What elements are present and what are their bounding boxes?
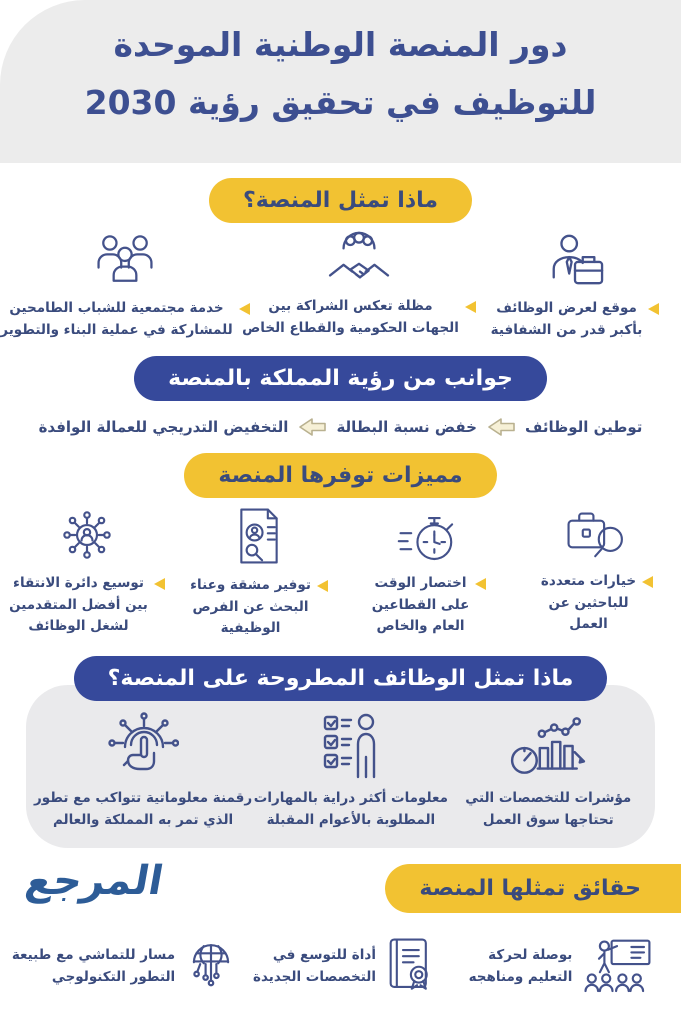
triangle-bullet-icon	[648, 303, 659, 315]
what-platform-row	[0, 231, 681, 342]
triangle-bullet-icon	[239, 303, 250, 315]
caption-line: اختصار الوقت	[374, 574, 467, 591]
caption-line: خيارات متعددة	[540, 572, 637, 589]
badge-what-platform: ماذا تمثل المنصة؟	[209, 178, 472, 223]
list-item	[242, 231, 476, 340]
caption	[254, 788, 448, 832]
vision-flow	[0, 417, 681, 437]
caption-line: خدمة مجتمعية للشباب الطامحين	[9, 300, 224, 316]
badge-vision-aspects: جوانب من رؤية المملكة بالمنصة	[134, 356, 547, 401]
caption	[9, 573, 165, 639]
page-title-line1: دور المنصة الوطنية الموحدة	[113, 25, 568, 64]
caption-line: للمشاركة في عملية البناء والتطوير	[0, 321, 233, 338]
caption-line: مسار للتماشي مع طبيعة	[11, 947, 176, 964]
caption-line: الذي تمر به المملكة والعالم	[52, 812, 234, 829]
caption-line: العمل	[569, 616, 608, 633]
caption-line: الجهات الحكومية والقطاع الخاص	[242, 319, 459, 336]
caption-line: على القطاعين	[371, 596, 470, 613]
caption-line: توفير مشقة وعناء	[190, 576, 311, 593]
caption	[0, 298, 249, 342]
caption-line: معلومات أكثر دراية بالمهارات	[253, 790, 448, 807]
caption-line: توسيع دائرة الانتقاء	[13, 574, 144, 591]
caption-line: المطلوبة بالأعوام المقبلة	[266, 812, 436, 829]
education-board-icon	[581, 937, 653, 997]
triangle-bullet-icon	[317, 580, 328, 592]
caption	[242, 296, 476, 340]
triangle-bullet-icon	[642, 576, 653, 588]
list-item	[541, 506, 653, 637]
stopwatch-icon	[397, 506, 461, 568]
caption-line: تحتاجها سوق العمل	[482, 812, 614, 829]
footer-bar	[0, 856, 681, 932]
network-people-icon	[58, 506, 116, 568]
almarjie-logo: المرجع	[21, 858, 167, 905]
caption-line: مؤشرات للتخصصات التي	[465, 790, 632, 807]
jobs-meaning-box	[26, 685, 655, 848]
caption	[12, 945, 175, 988]
list-item	[9, 506, 165, 639]
badge-jobs-meaning: ماذا تمثل الوظائف المطروحة على المنصة؟	[74, 656, 608, 701]
badge-features: مميزات توفرها المنصة	[184, 453, 496, 498]
digital-touch-icon	[107, 711, 179, 783]
flow-arrow-icon	[486, 417, 516, 437]
list-item	[469, 937, 654, 997]
caption	[253, 945, 376, 988]
caption	[190, 575, 328, 641]
caption	[465, 788, 631, 832]
businessman-briefcase-icon	[540, 231, 610, 293]
list-item	[0, 231, 249, 342]
page-title-line2: للتوظيف في تحقيق رؤية 2030	[84, 83, 597, 122]
triangle-bullet-icon	[154, 578, 165, 590]
handshake-icon	[324, 231, 394, 291]
list-item	[253, 936, 435, 998]
caption-line: مظلة تعكس الشراكة بين	[268, 298, 433, 314]
flow-arrow-icon	[297, 417, 327, 437]
market-indicators-icon	[507, 711, 589, 783]
list-item	[254, 711, 448, 832]
list-item	[372, 506, 487, 639]
triangle-bullet-icon	[475, 578, 486, 590]
list-item	[12, 937, 238, 997]
badge-facts: حقائق تمثلها المنصة	[385, 864, 681, 913]
cv-search-icon	[230, 506, 288, 570]
flow-step: توطين الوظائف	[524, 417, 643, 436]
caption-line: بين أفضل المتقدمين	[9, 596, 148, 613]
list-item	[491, 231, 660, 342]
caption	[491, 298, 660, 342]
triangle-bullet-icon	[465, 301, 476, 313]
caption	[541, 571, 653, 637]
features-row	[0, 506, 681, 641]
team-icon	[91, 231, 159, 293]
facts-row	[0, 936, 681, 998]
caption-line: أداة للتوسع في	[272, 947, 376, 964]
caption-line: الوظيفية	[220, 620, 281, 637]
header-banner	[0, 0, 681, 163]
briefcase-search-icon	[565, 506, 629, 566]
globe-tech-icon	[184, 937, 238, 997]
caption-line: العام والخاص	[376, 618, 465, 635]
caption-line: موقع لعرض الوظائف	[496, 300, 637, 316]
caption-line: التطور التكنولوجي	[51, 969, 176, 986]
caption	[372, 573, 487, 639]
caption-line: بوصلة لحركة	[488, 947, 573, 964]
caption-line: رقمنة معلوماتية تتواكب مع تطور	[34, 790, 253, 807]
caption-line: التعليم ومناهجه	[468, 969, 573, 986]
caption	[34, 788, 252, 832]
list-item	[465, 711, 631, 832]
caption-line: بأكبر قدر من الشفافية	[490, 321, 643, 338]
flow-step: خفض نسبة البطالة	[336, 417, 477, 436]
caption-line: للباحثين عن	[548, 594, 629, 611]
flow-step: التخفيض التدريجي للعمالة الوافدة	[38, 417, 289, 436]
checklist-person-icon	[319, 711, 383, 783]
caption	[469, 945, 573, 988]
list-item	[190, 506, 328, 641]
certificate-icon	[385, 936, 435, 998]
caption-line: لشغل الوظائف	[28, 618, 129, 635]
list-item	[34, 711, 252, 832]
caption-line: التخصصات الجديدة	[253, 969, 376, 986]
caption-line: البحث عن الفرص	[192, 598, 309, 615]
